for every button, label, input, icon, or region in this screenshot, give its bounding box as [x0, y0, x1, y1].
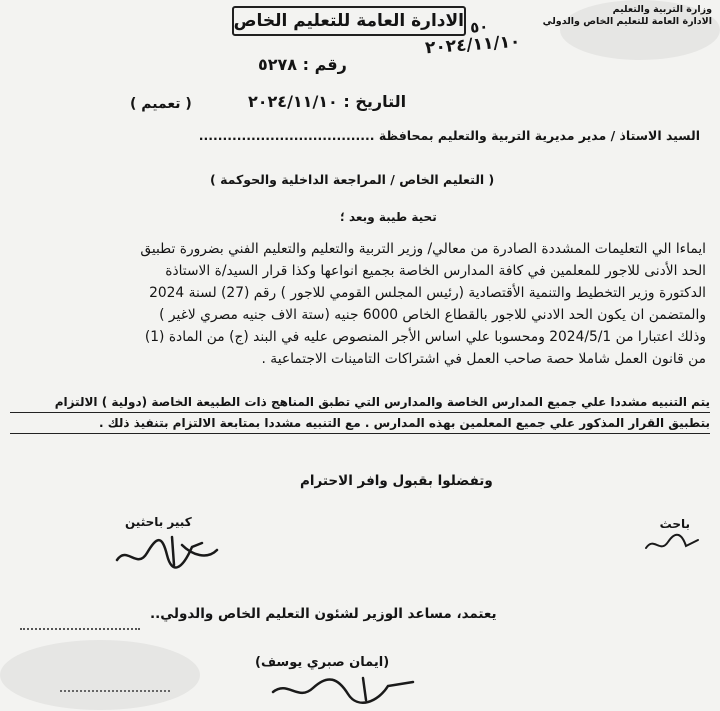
- handwritten-code: ٥٠: [469, 17, 490, 37]
- subject-line: ( التعليم الخاص / المراجعة الداخلية والحوكمة ): [210, 172, 495, 187]
- ministry-line: الادارة العامة للتعليم الخاص والدولي: [542, 16, 712, 27]
- approval-title: يعتمد، مساعد الوزير لشئون التعليم الخاص والدولي..: [150, 606, 497, 622]
- dotted-line: [20, 628, 140, 630]
- addressee-line: السيد الاستاذ / مدير مديرية التربية والتعليم بمحافظة .....................................: [198, 128, 700, 143]
- researcher-label: باحث: [659, 517, 690, 531]
- body-line: والمتضمن ان يكون الحد الادني للاجور بالقطاع الخاص 6000 جنيه (ستة الاف جنيه مصري لاغير ): [159, 307, 706, 323]
- greeting-line: تحية طيبة وبعد ؛: [340, 210, 437, 224]
- dotted-line: [60, 690, 170, 692]
- closing-line: وتفضلوا بقبول وافر الاحترام: [300, 473, 493, 489]
- emphasis-line: بتطبيق القرار المذكور علي جميع المعلمين بهذه المدارس . مع التنبيه مشددا بمتابعة الالتزام بتنفيذ ذلك .: [10, 413, 710, 434]
- document-date: التاريخ : ٢٠٢٤/١١/١٠: [248, 92, 407, 111]
- circular-label: ( تعميم ): [130, 96, 192, 112]
- researcher-signature: [642, 530, 702, 558]
- handwritten-date: ٢٠٢٤/١١/١٠: [424, 31, 522, 59]
- body-line: من قانون العمل شاملا حصة صاحب العمل في اشتراكات التامينات الاجتماعية .: [261, 351, 706, 367]
- body-line: ايماءا الي التعليمات المشددة الصادرة من معالي/ وزير التربية والتعليم والتعليم الفني بضرورة تطبيق: [140, 241, 706, 257]
- body-line: الحد الأدنى للاجور للمعلمين في كافة المدارس الخاصة بجميع انواعها وكذا قرار السيد/ة الاستاذة: [165, 263, 706, 279]
- ministry-header: [543, 4, 712, 28]
- emphasis-block: [10, 392, 710, 434]
- approver-name: (ايمان صبري يوسف): [255, 655, 390, 670]
- outgoing-number: رقم : ٥٢٧٨: [258, 55, 347, 74]
- body-line: وذلك اعتبارا من 2024/5/1 ومحسوبا علي اساس الأجر المنصوص عليه في البند (ج) من المادة (1): [144, 329, 706, 345]
- emphasis-line: يتم التنبيه مشددا علي جميع المدارس الخاصة والمدارس التي تطبق المناهج ذات الطبيعة الخاصة (دولية ) الالتزام: [10, 392, 710, 413]
- department-stamp: الادارة العامة للتعليم الخاص: [232, 6, 466, 36]
- ministry-line: وزارة التربية والتعليم: [612, 4, 712, 15]
- body-line: الدكتورة وزير التخطيط والتنمية الأقتصادية (رئيس المجلس القومي للاجور ) رقم (27) لسنة 2024: [149, 285, 706, 301]
- letter-body: [16, 238, 706, 370]
- senior-researcher-signature: [112, 525, 222, 575]
- senior-researcher-label: كبير باحثين: [125, 515, 192, 529]
- approver-signature: [268, 672, 418, 708]
